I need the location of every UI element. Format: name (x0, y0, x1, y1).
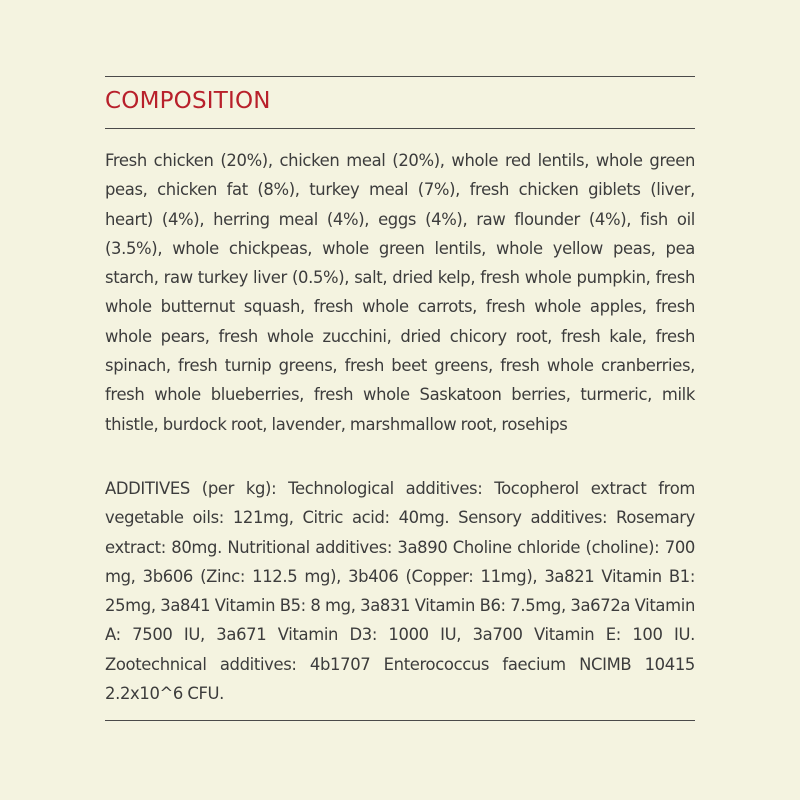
heading-divider (105, 128, 695, 129)
composition-heading: COMPOSITION (105, 88, 271, 114)
bottom-divider (105, 720, 695, 721)
additives-paragraph: ADDITIVES (per kg): Technological additives: Tocopherol extract from vegetable oils: 121mg, Citric acid: 40mg. Sensory additives: Rosemary extract: 80mg. Nutritional additives: 3a890 Choline chloride (choline): 700 mg, 3b606 (Zinc: 112.5 mg), 3b406 (Copper: 11mg), 3a821 Vitamin B1: 25mg, 3a841 Vitamin B5: 8 mg, 3a831 Vitamin B6: 7.5mg, 3a672a Vitamin A: 7500 IU, 3a671 Vitamin D3: 1000 IU, 3a700 Vitamin E: 100 IU. Zootechnical additives: 4b1707 Enterococcus faecium NCIMB 10415 2.2x10^6 CFU. (105, 479, 695, 704)
ingredients-paragraph: Fresh chicken (20%), chicken meal (20%), whole red lentils, whole green peas, chicken fat (8%), turkey meal (7%), fresh chicken giblets (liver, heart) (4%), herring meal (4%), eggs (4%), raw flounder (4%), fish oil (3.5%), whole chickpeas, whole green lentils, whole yellow peas, pea starch, raw turkey liver (0.5%), salt, dried kelp, fresh whole pumpkin, fresh whole butternut squash, fresh whole carrots, fresh whole apples, fresh whole pears, fresh whole zucchini, dried chicory root, fresh kale, fresh spinach, fresh turnip greens, fresh beet greens, fresh whole cranberries, fresh whole blueberries, fresh whole Saskatoon berries, turmeric, milk thistle, burdock root, lavender, marshmallow root, rosehips (105, 151, 695, 434)
top-divider (105, 76, 695, 77)
